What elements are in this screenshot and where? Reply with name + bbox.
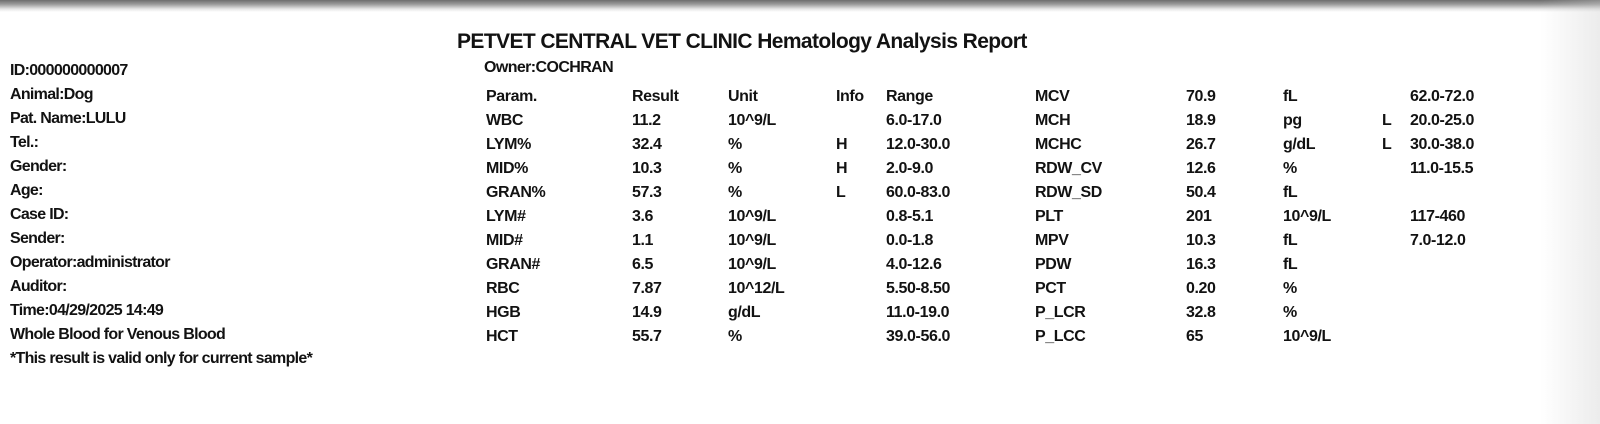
unit-cell: % (728, 184, 742, 201)
unit-header: Unit (728, 88, 758, 105)
info-flag: H (836, 136, 848, 153)
unit-cell: 10^12/L (728, 280, 785, 297)
param-cell: PLT (1035, 208, 1063, 225)
range-header: Range (886, 88, 933, 105)
paper-top-edge (0, 0, 1600, 12)
info-flag (836, 205, 864, 229)
patient-name: Pat. Name:LULU (10, 110, 126, 127)
range-cell: 6.0-17.0 (886, 112, 942, 129)
param-cell: WBC (486, 112, 524, 129)
result-cell: 55.7 (632, 328, 662, 345)
range-cell: 117-460 (1410, 208, 1466, 225)
info-flag (1382, 325, 1391, 349)
param-cell: GRAN% (486, 184, 546, 201)
info-header: Info (836, 88, 864, 105)
gender: Gender: (10, 158, 67, 175)
result-cell: 6.5 (632, 256, 654, 273)
param-cell: MID# (486, 232, 523, 249)
range-cell: 0.0-1.8 (886, 232, 934, 249)
unit-cell: % (728, 160, 742, 177)
info-flag (836, 325, 864, 349)
range-cell (1410, 253, 1474, 277)
result-column-2 (1186, 85, 1216, 349)
unit-cell: g/dL (1283, 136, 1316, 153)
age: Age: (10, 182, 43, 199)
param-cell: P_LCR (1035, 304, 1086, 321)
range-cell: 11.0-19.0 (886, 304, 950, 321)
info-flag: L (1382, 136, 1392, 153)
range-cell: 30.0-38.0 (1410, 136, 1475, 153)
case-id: Case ID: (10, 206, 69, 223)
param-cell: RDW_CV (1035, 160, 1102, 177)
info-flag (1382, 157, 1391, 181)
result-column (632, 85, 679, 349)
info-flag: L (1382, 112, 1392, 129)
unit-cell: fL (1283, 88, 1298, 105)
range-column (886, 85, 950, 349)
unit-cell: 10^9/L (1283, 208, 1331, 225)
range-cell (1410, 301, 1474, 325)
info-column-2 (1382, 85, 1391, 349)
operator: Operator:administrator (10, 254, 170, 271)
param-cell: GRAN# (486, 256, 541, 273)
unit-cell: 10^9/L (728, 256, 776, 273)
unit-cell: fL (1283, 256, 1298, 273)
range-column-2 (1410, 85, 1474, 349)
result-cell: 50.4 (1186, 184, 1216, 201)
unit-cell: g/dL (728, 304, 761, 321)
sample-type: Whole Blood for Venous Blood (10, 326, 226, 343)
result-cell: 16.3 (1186, 256, 1216, 273)
sender: Sender: (10, 230, 65, 247)
telephone: Tel.: (10, 134, 39, 151)
result-header: Result (632, 88, 679, 105)
info-flag: L (836, 184, 846, 201)
result-cell: 32.4 (632, 136, 662, 153)
unit-cell: pg (1283, 112, 1302, 129)
test-time: Time:04/29/2025 14:49 (10, 302, 164, 319)
range-cell: 60.0-83.0 (886, 184, 951, 201)
info-flag (1382, 181, 1391, 205)
info-flag (1382, 229, 1391, 253)
unit-cell: fL (1283, 184, 1298, 201)
param-cell: MCHC (1035, 136, 1082, 153)
result-cell: 14.9 (632, 304, 662, 321)
param-cell: PDW (1035, 256, 1072, 273)
paper-shadow (1540, 0, 1600, 424)
unit-cell: % (728, 328, 742, 345)
range-cell: 2.0-9.0 (886, 160, 934, 177)
param-cell: MCV (1035, 88, 1070, 105)
result-cell: 57.3 (632, 184, 662, 201)
result-cell: 26.7 (1186, 136, 1216, 153)
result-cell: 32.8 (1186, 304, 1216, 321)
result-cell: 18.9 (1186, 112, 1216, 129)
param-cell: MID% (486, 160, 528, 177)
param-cell: LYM% (486, 136, 531, 153)
info-flag (836, 253, 864, 277)
result-cell: 0.20 (1186, 280, 1216, 297)
param-cell: HCT (486, 328, 518, 345)
unit-cell: fL (1283, 232, 1298, 249)
unit-cell: % (1283, 160, 1297, 177)
unit-cell: 10^9/L (728, 112, 776, 129)
unit-cell: 10^9/L (728, 208, 776, 225)
range-cell: 20.0-25.0 (1410, 112, 1475, 129)
animal-type: Animal:Dog (10, 86, 93, 103)
result-cell: 12.6 (1186, 160, 1216, 177)
range-cell: 5.50-8.50 (886, 280, 951, 297)
info-flag (1382, 85, 1391, 109)
result-cell: 10.3 (632, 160, 662, 177)
param-cell: MCH (1035, 112, 1071, 129)
param-cell: MPV (1035, 232, 1069, 249)
result-cell: 1.1 (632, 232, 654, 249)
result-cell: 11.2 (632, 112, 661, 129)
info-flag (1382, 205, 1391, 229)
info-column (836, 85, 864, 349)
param-header: Param. (486, 88, 537, 105)
info-flag (836, 301, 864, 325)
range-cell: 12.0-30.0 (886, 136, 951, 153)
report-title: PETVET CENTRAL VET CLINIC Hematology Analysis Report (457, 30, 1027, 53)
param-cell: RDW_SD (1035, 184, 1102, 201)
range-cell: 62.0-72.0 (1410, 88, 1475, 105)
owner-line: Owner:COCHRAN (484, 59, 614, 76)
param-column (486, 85, 545, 349)
unit-cell: % (728, 136, 742, 153)
validity-note: *This result is valid only for current sample* (10, 350, 313, 367)
result-cell: 201 (1186, 208, 1212, 225)
info-flag (836, 109, 864, 133)
patient-info-list (10, 59, 312, 371)
range-cell: 7.0-12.0 (1410, 232, 1466, 249)
unit-column (728, 85, 784, 349)
result-cell: 3.6 (632, 208, 654, 225)
info-flag (1382, 253, 1391, 277)
range-cell (1410, 325, 1474, 349)
param-column-2 (1035, 85, 1102, 349)
info-flag: H (836, 160, 848, 177)
param-cell: P_LCC (1035, 328, 1086, 345)
range-cell: 39.0-56.0 (886, 328, 951, 345)
range-cell: 0.8-5.1 (886, 208, 934, 225)
result-cell: 65 (1186, 328, 1203, 345)
unit-cell: % (1283, 304, 1297, 321)
info-flag (1382, 301, 1391, 325)
range-cell (1410, 181, 1474, 205)
result-cell: 70.9 (1186, 88, 1216, 105)
range-cell: 11.0-15.5 (1410, 160, 1474, 177)
info-flag (836, 277, 864, 301)
range-cell: 4.0-12.6 (886, 256, 942, 273)
info-flag (836, 229, 864, 253)
auditor: Auditor: (10, 278, 67, 295)
param-cell: HGB (486, 304, 521, 321)
result-cell: 7.87 (632, 280, 662, 297)
param-cell: LYM# (486, 208, 526, 225)
patient-id: ID:000000000007 (10, 62, 128, 79)
info-flag (1382, 277, 1391, 301)
unit-cell: 10^9/L (728, 232, 776, 249)
unit-cell: % (1283, 280, 1297, 297)
param-cell: RBC (486, 280, 520, 297)
range-cell (1410, 277, 1474, 301)
param-cell: PCT (1035, 280, 1066, 297)
result-cell: 10.3 (1186, 232, 1216, 249)
unit-cell: 10^9/L (1283, 328, 1331, 345)
unit-column-2 (1283, 85, 1331, 349)
